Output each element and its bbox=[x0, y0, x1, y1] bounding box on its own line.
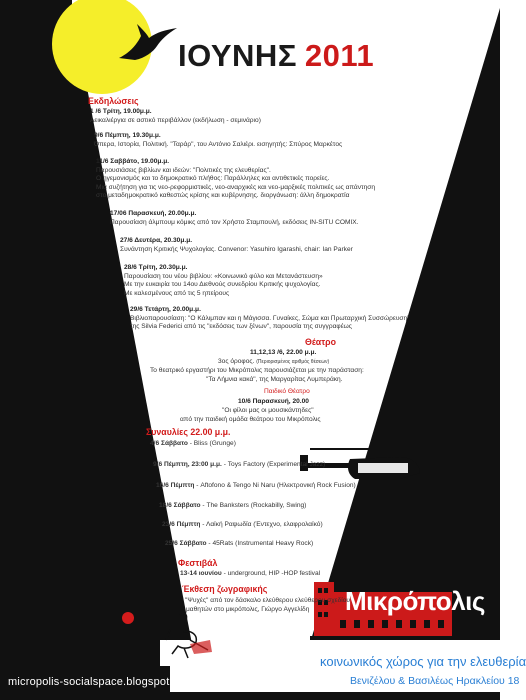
event-line: Παρουσίαση άλμπουμ κόμικς από τον Χρήστο Σταμπουλή, εκδόσεις IN-SITU COMIX. bbox=[110, 218, 359, 226]
event-line: Μια συζήτηση για τις νεο-ρεφορμιστικές, νεο-αναρχικές και νεο-μαρξικές πολιτικές ως απάντηση bbox=[96, 183, 376, 191]
logo-wordmark: Μικρόπολις bbox=[345, 586, 485, 616]
event-item bbox=[96, 158, 375, 201]
theatre-section-label: Θέατρο bbox=[305, 337, 336, 347]
theatre-date: 11,12,13 /6, 22.00 μ.μ. bbox=[250, 349, 317, 356]
theatre-line: "Τα Λήμνια κακά", της Μαργαρίτας Λυμπεράκη. bbox=[206, 376, 343, 383]
event-date: 27/6 Δευτέρα, 20.30μ.μ. bbox=[120, 237, 193, 244]
event-line: Ο ηγεμονισμός και το δημοκρατικό πλήθος: Παράλληλες και αντιθετικές πορείες. bbox=[96, 175, 330, 183]
event-date: 28/6 Τρίτη, 20.30μ.μ. bbox=[124, 264, 188, 271]
event-date: 1 /6 Τρίτη, 19.00μ.μ. bbox=[90, 108, 152, 115]
event-date: 29/6 Τετάρτη, 20.00μ.μ. bbox=[130, 306, 201, 313]
event-line: Όπερα, Ιστορία, Πολιτική. "Ταράρ", του Αντόνιο Σαλιέρι. εισηγητής: Σπύρος Μαρκέτος bbox=[94, 140, 343, 148]
page-title bbox=[178, 38, 374, 74]
event-date: 9/6 Πέμπτη, 19.30μ.μ. bbox=[94, 132, 161, 139]
event-line: Βιβλιοπαρουσίαση: "Ο Κάλιμπαν και η Μάγισσα. Γυναίκες, Σώμα και Πρωταρχική Συσσώρευση" bbox=[130, 314, 410, 322]
festival-section-label: Φεστιβάλ bbox=[178, 558, 218, 568]
event-item bbox=[110, 210, 359, 227]
event-line: στο μεταδημοκρατικό καθεστώς κρίσης και κυβέρνησης. διοργάνωση: άλλη δημοκρατία bbox=[96, 192, 350, 200]
event-item bbox=[120, 237, 353, 254]
theatre-line: Το θεατρικό εργαστήρι του Μικρόπολις παρουσιάζεται με την παράσταση: bbox=[150, 367, 364, 374]
kids-theatre-by: από την παιδική ομάδα θεάτρου του Μικρόπολις bbox=[180, 416, 321, 423]
event-line: της Silvia Federici από τις "εκδόσεις των ξένων", παρουσία της συγγραφέως bbox=[130, 323, 352, 331]
kids-theatre-date: 10/6 Παρασκευή, 20.00 bbox=[238, 398, 309, 405]
kids-theatre-label: Παιδικό Θέατρο bbox=[264, 388, 310, 395]
kids-theatre-title: "Οι φίλοι μας οι μουσικάντηδες" bbox=[222, 407, 314, 414]
event-item bbox=[130, 306, 410, 332]
theatre-floor bbox=[218, 358, 329, 367]
theatre-floor-label: 3ος όροφος. bbox=[218, 358, 255, 365]
event-date: 17/06 Παρασκευή, 20.00μ.μ. bbox=[110, 210, 197, 217]
exhibition-section-label: Έκθεση ζωγραφικής bbox=[182, 584, 268, 594]
festival-item: 13-14 ιουνίου - underground, HIP -HOP festival bbox=[180, 570, 321, 577]
blog-url-link[interactable]: micropolis-socialspace.blogspot.com bbox=[8, 676, 195, 688]
title-year: 2011 bbox=[304, 38, 375, 73]
event-item bbox=[90, 108, 261, 125]
event-line: Συνάντηση Κριτικής Ψυχολογίας. Convenor: Yasuhiro Igarashi, chair: Ian Parker bbox=[120, 245, 353, 253]
concert-item: 4/6 Σάββατο - Bliss (Grunge) bbox=[150, 440, 236, 447]
event-item bbox=[94, 132, 342, 149]
exhibition-line: μαθητών στο μικρόπολις, Γιώργο Αγγελίδη bbox=[186, 606, 310, 613]
event-item bbox=[124, 264, 323, 298]
exhibition-line: "Ψυχές" από τον δάσκαλο ελεύθερου ελεύθερου σχεδίου bbox=[185, 597, 351, 604]
event-date: 11/6 Σαββάτο, 19.00μ.μ. bbox=[96, 158, 170, 165]
concert-item: 23/6 Πέμπτη - Λαϊκή Ραψωδία (Έντεχνο, ελαφρολαϊκό) bbox=[162, 521, 323, 528]
concert-item: 9/6 Πέμπτη, 23:00 μ.μ. - Toys Factory (Experimental Jazz) bbox=[153, 461, 326, 468]
title-month: ΙΟΥΝΗΣ bbox=[178, 38, 297, 73]
event-line: Με καλεσμένους από τις 5 ηπείρους bbox=[124, 289, 230, 297]
concert-item: 16/6 Πέμπτη - Aftofono & Tengo Ni Naru (Ηλεκτρονική Rock Fusion) bbox=[156, 482, 356, 489]
red-dot bbox=[122, 612, 134, 624]
events-section-label: Εκδηλώσεις bbox=[88, 96, 139, 106]
address: Βενιζέλου & Βασιλέως Ηρακλείου 18 bbox=[350, 675, 520, 687]
event-line: Με την ευκαιρία του 14ου Διεθνούς συνεδρίου Κριτικής ψυχολογίας. bbox=[124, 281, 321, 289]
concert-item: 18/6 Σάββατο - The Banksters (Rockabilly, Swing) bbox=[159, 502, 307, 509]
event-line: Παρουσίαση του νέου βιβλίου: «Κοινωνικό φύλο και Μετανάστευση» bbox=[124, 272, 323, 280]
concerts-section-label: Συναυλίες 22.00 μ.μ. bbox=[146, 427, 231, 437]
event-line: Αεικαλιέργια σε αστικό περιβάλλον (εκδήλωση - σεμινάριο) bbox=[90, 116, 261, 124]
theatre-floor-note: (Περιορισμένος αριθμός θέσεων) bbox=[256, 359, 330, 365]
event-line: Παρουσιάσεις βιβλίων και ιδεών: "Πολιτικές της ελευθερίας". bbox=[96, 166, 271, 174]
swallow-icon bbox=[117, 18, 179, 64]
ostrich-sketch-icon bbox=[160, 610, 220, 660]
concert-item: 25/6 Σάββατο - 45Rats (Instrumental Heavy Rock) bbox=[165, 540, 314, 547]
tagline: κοινωνικός χώρος για την ελευθερία bbox=[320, 654, 526, 669]
